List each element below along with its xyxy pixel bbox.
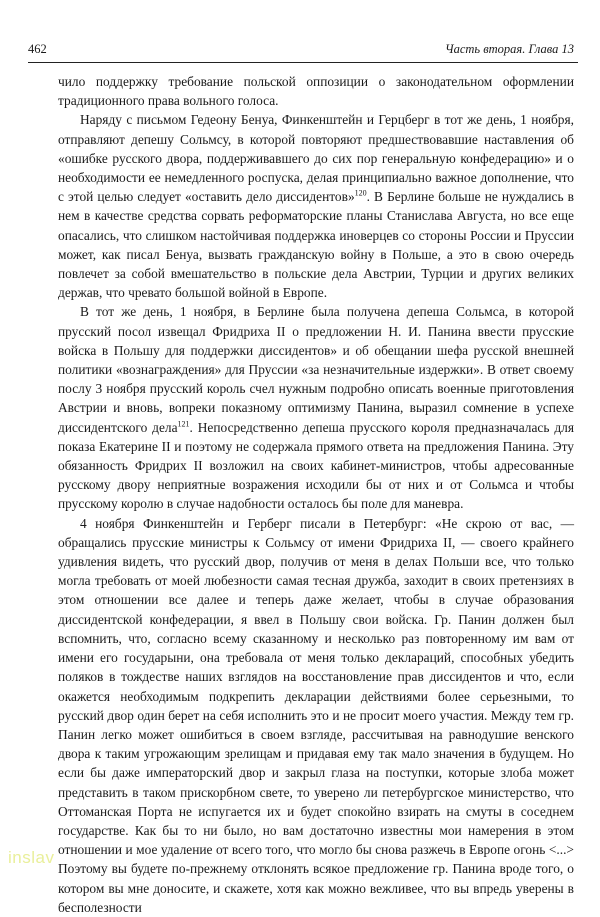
paragraph-2-tail: . В Берлине больше не нуждались в нем в качестве средства сорвать реформаторские планы Станислава Августа, но все еще опасались, что слишком настойчивая поддержка иноверцев со стороны России и Пруссии может, как писал Бенуа, вызвать гражданскую войну в Польше, а это в свою очередь повлечет за собой вмешательство в польские дела Австрии, Турции и других великих держав, что чревато большой войной в Европе. [58, 189, 574, 301]
running-head: Часть вторая. Глава 13 [444, 42, 574, 56]
page-number: 462 [28, 42, 47, 56]
paragraph-3-tail: . Непосредственно депеша прусского короля предназначалась для показа Екатерине II и поэтому не содержала прямого ответа на предложения Панина. Эту обязанность Фридрих II возложил на своих кабинет-министров, чтобы адресованные русскому двору неприятные возражения исходили бы от них и от Сольмса и чтобы прусскому королю в случае надобности осталось бы поле для маневра. [58, 419, 574, 512]
paragraph-1 [58, 72, 574, 110]
header-rule [28, 62, 578, 63]
page-header [28, 40, 578, 60]
main-text [58, 72, 574, 917]
footnote-ref-120: 120 [354, 188, 367, 198]
paragraph-2 [58, 110, 574, 302]
paragraph-4 [58, 514, 574, 917]
paragraph-2-text: Наряду с письмом Гедеону Бенуа, Финкенштейн и Герцберг в тот же день, 1 ноября, отправляют депешу Сольмсу, в которой повторяют предшествовавшие наставления об «ошибке русского двора, поддерживавшего до сих пор генеральную конфедерацию» и о необходимости ее немедленного роспуска, делая принципиально важное дополнение, что с этой целью следует «оставить дело диссидентов» [58, 112, 574, 205]
paragraph-3-text: В тот же день, 1 ноября, в Берлине была получена депеша Сольмса, в которой прусский посол извещал Фридриха II о предложении Н. И. Панина ввести прусские войска в Польшу для поддержки диссидентов» и об обещании шефа русской внешней политики «вознаграждения» для Пруссии «за незначительные издержки». В ответ своему послу 3 ноября прусский король счел нужным подробно описать военные приготовления Австрии и вновь, вопреки показному оптимизму Панина, выразил сомнение в успехе диссидентского дела [58, 304, 574, 435]
paragraph-4-text: 4 ноября Финкенштейн и Герберг писали в Петербург: «Не скрою от вас, — обращались прусские министры к Сольмсу от имени Фридриха II, — своего крайнего удивления видеть, что русский двор, получив от меня в делах Польши все, что только могла требовать от моей любезности самая тесная дружба, заходит в своих претензиях в этом отношении все далее и теперь даже желает, чтобы в случае образования диссидентской конфедерации, я ввел в Польшу свои войска. Гр. Панин должен был вспомнить, что, согласно всему сказанному и несколько раз повторенному им вам от имени его государыни, она требовала от меня только деклараций, способных убедить поляков в тождестве наших взглядов на восстановление прав диссидентов и что, если окажется необходимым подкрепить декларации действиями более серьезными, то русский двор один берет на себя исполнить это и не просит моего участия. Между тем гр. Панин легко может ошибиться в своем взгляде, рассчитывая на равнодушие венского двора к таким угрожающим зрелищам и придавая ему так мало значения в будущем. Но если бы даже императорский двор и закрыл глаза на поступки, которые злоба может представить в таком прискорбном свете, то уверено ли петербургское министерство, что Оттоманская Порта не испугается их и будет спокойно взирать на смуты в соседнем государстве. Как бы то ни было, но вам достаточно известны мои намерения в этом отношении и мое удаление от всего того, что могло бы снова разжечь в Европе огонь <...> Поэтому вы будете по-прежнему отклонять всякое предложение гр. Панина вроде того, о котором вы мне доносите, и скажете, хотя как можно вежливее, что вы впредь уверены в бесполезности [58, 515, 574, 915]
paragraph-1-text: чило поддержку требование польской оппозиции о законодательном оформлении традиционного права вольного голоса. [58, 74, 574, 109]
footnote-ref-121: 121 [177, 419, 190, 429]
paragraph-3 [58, 302, 574, 513]
watermark: inslav [8, 848, 55, 867]
